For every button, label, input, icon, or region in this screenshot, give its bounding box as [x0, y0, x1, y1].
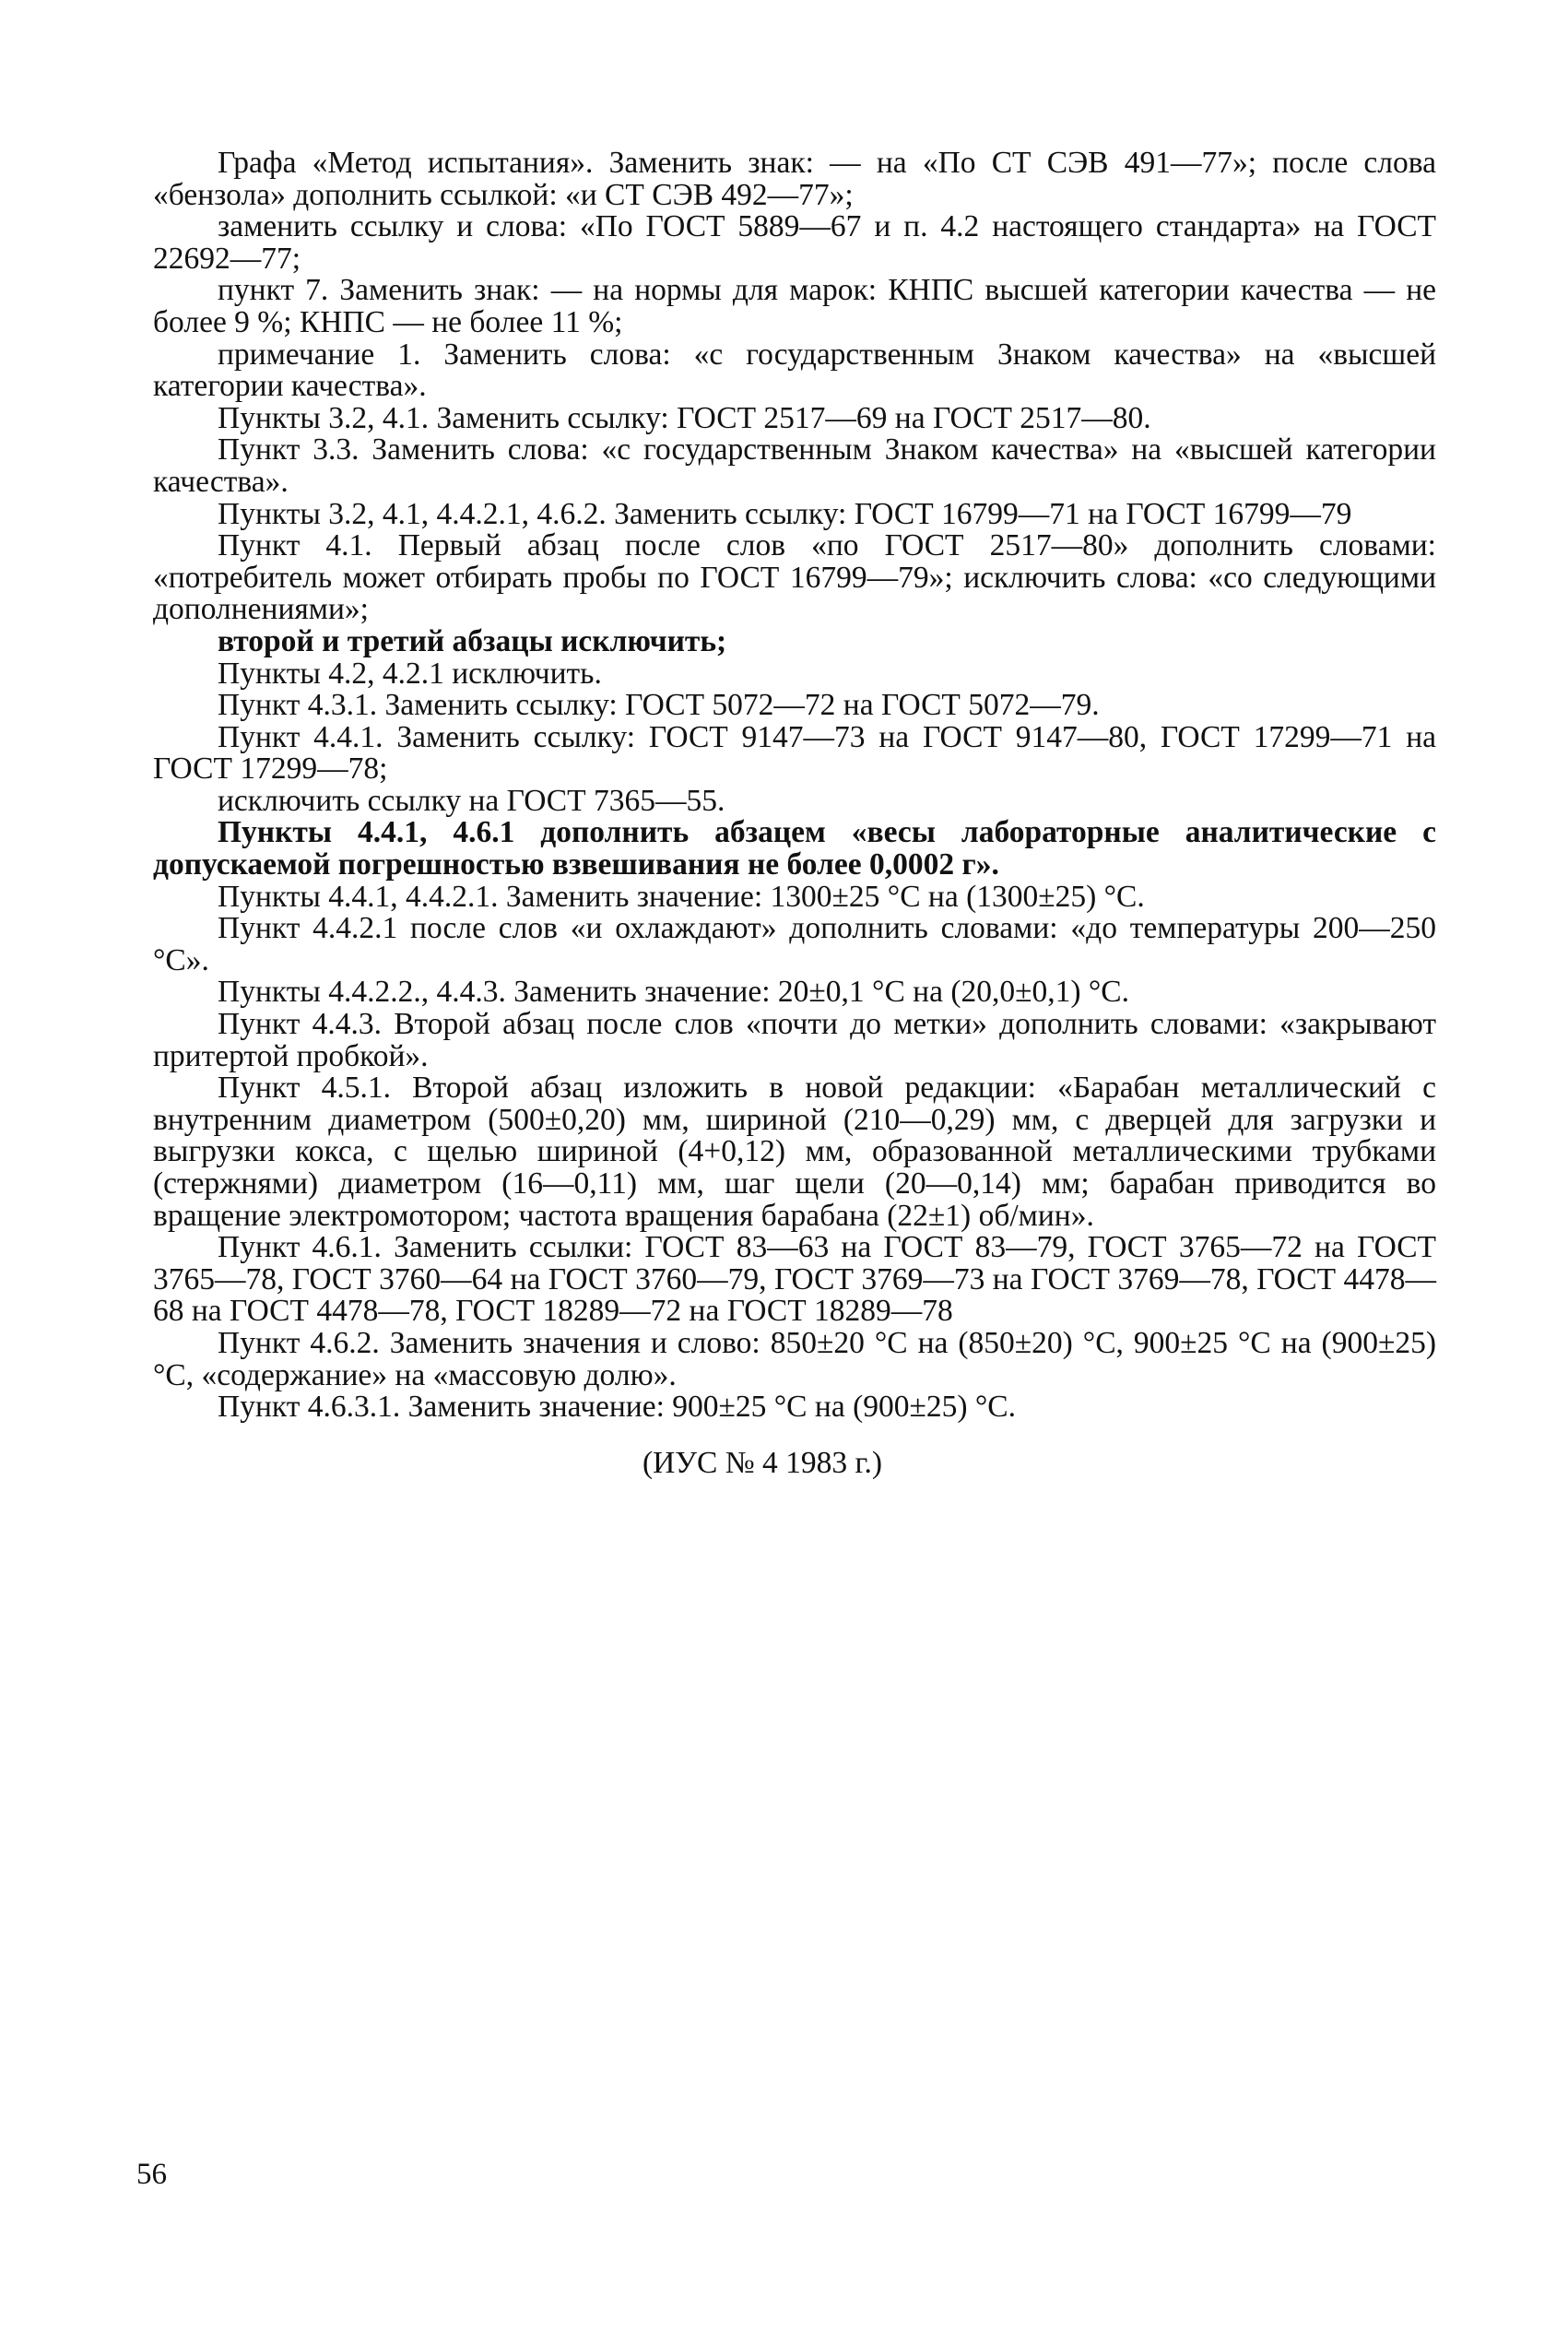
paragraph-note-1: примечание 1. Заменить слова: «с государственным Знаком качества» на «высшей категории качества». — [153, 337, 1436, 404]
paragraph-items-4-4-2-2: Пункты 4.4.2.2., 4.4.3. Заменить значение: 20±0,1 °С на (20,0±0,1) °С. — [218, 975, 1130, 1010]
paragraph-items-4-2: Пункты 4.2, 4.2.1 исключить. — [218, 656, 602, 691]
paragraph-item-7: пункт 7. Заменить знак: — на нормы для марок: КНПС высшей категории качества — не более 9 %; КНПС — не более 11 %; — [153, 273, 1436, 339]
paragraph-item-4-3-1: Пункт 4.3.1. Заменить ссылку: ГОСТ 5072—72 на ГОСТ 5072—79. — [218, 688, 1100, 723]
paragraph-item-4-6-2: Пункт 4.6.2. Заменить значения и слово: 850±20 °С на (850±20) °С, 900±25 °С на (900±25) °С, «содержание» на «массовую долю». — [153, 1325, 1436, 1392]
paragraph-items-4-4-1-4-6-1: Пункты 4.4.1, 4.6.1 дополнить абзацем «весы лабораторные аналитические с допускаемой погрешностью взвешивания не более 0,0002 г». — [153, 815, 1436, 882]
paragraph-exclude-gost-7365: исключить ссылку на ГОСТ 7365—55. — [218, 783, 725, 818]
paragraph-replace-reference: заменить ссылку и слова: «По ГОСТ 5889—67 и п. 4.2 настоящего стандарта» на ГОСТ 22692—77; — [153, 209, 1436, 276]
paragraph-item-4-1: Пункт 4.1. Первый абзац после слов «по ГОСТ 2517—80» дополнить словами: «потребитель может отбирать пробы по ГОСТ 16799—79»; исключить слова: «со следующими дополнениями»; — [153, 528, 1436, 627]
paragraph-method-column: Графа «Метод испытания». Заменить знак: — на «По СТ СЭВ 491—77»; после слова «бензола» дополнить ссылкой: «и СТ СЭВ 492—77»; — [153, 146, 1436, 212]
paragraph-item-3-3: Пункт 3.3. Заменить слова: «с государственным Знаком качества» на «высшей категории качества». — [153, 432, 1436, 499]
paragraph-item-4-6-1: Пункт 4.6.1. Заменить ссылки: ГОСТ 83—63 на ГОСТ 83—79, ГОСТ 3765—72 на ГОСТ 3765—78, ГОСТ 3760—64 на ГОСТ 3760—79, ГОСТ 3769—73 на ГОСТ 3769—78, ГОСТ 4478—68 на ГОСТ 4478—78, ГОСТ 18289—72 на ГОСТ 18289—78 — [153, 1230, 1436, 1329]
paragraph-items-4-4-1-4-4-2-1: Пункты 4.4.1, 4.4.2.1. Заменить значение: 1300±25 °С на (1300±25) °С. — [218, 879, 1145, 914]
paragraph-item-4-5-1: Пункт 4.5.1. Второй абзац изложить в новой редакции: «Барабан металлический с внутренним диаметром (500±0,20) мм, шириной (210—0,29) мм, с дверцей для загрузки и выгрузки кокса, с щелью шириной (4+0,12) мм, образованной металлическими трубками (стержнями) диаметром (16—0,11) мм, шаг щели (20—0,14) мм; барабан приводится во вращение электромотором; частота вращения барабана (22±1) об/мин». — [153, 1071, 1436, 1233]
amendment-text — [153, 148, 1436, 1479]
paragraph-item-4-6-3-1: Пункт 4.6.3.1. Заменить значение: 900±25 °С на (900±25) °С. — [218, 1390, 1017, 1425]
paragraph-item-4-4-2-1: Пункт 4.4.2.1 после слов «и охлаждают» дополнить словами: «до температуры 200—250 °С». — [153, 911, 1436, 977]
paragraph-items-3-2-4-1: Пункты 3.2, 4.1. Заменить ссылку: ГОСТ 2517—69 на ГОСТ 2517—80. — [218, 400, 1151, 435]
page-number: 56 — [136, 2158, 167, 2191]
paragraph-exclude-abstracts: второй и третий абзацы исключить; — [218, 623, 727, 658]
paragraph-item-4-4-1: Пункт 4.4.1. Заменить ссылку: ГОСТ 9147—73 на ГОСТ 9147—80, ГОСТ 17299—71 на ГОСТ 17299—78; — [153, 719, 1436, 787]
paragraph-item-4-4-3: Пункт 4.4.3. Второй абзац после слов «почти до метки» дополнить словами: «закрывают притертой пробкой». — [153, 1007, 1436, 1073]
issue-reference: (ИУС № 4 1983 г.) — [642, 1445, 883, 1480]
paragraph-items-gost-16799: Пункты 3.2, 4.1, 4.4.2.1, 4.6.2. Заменить ссылку: ГОСТ 16799—71 на ГОСТ 16799—79 — [218, 496, 1352, 531]
